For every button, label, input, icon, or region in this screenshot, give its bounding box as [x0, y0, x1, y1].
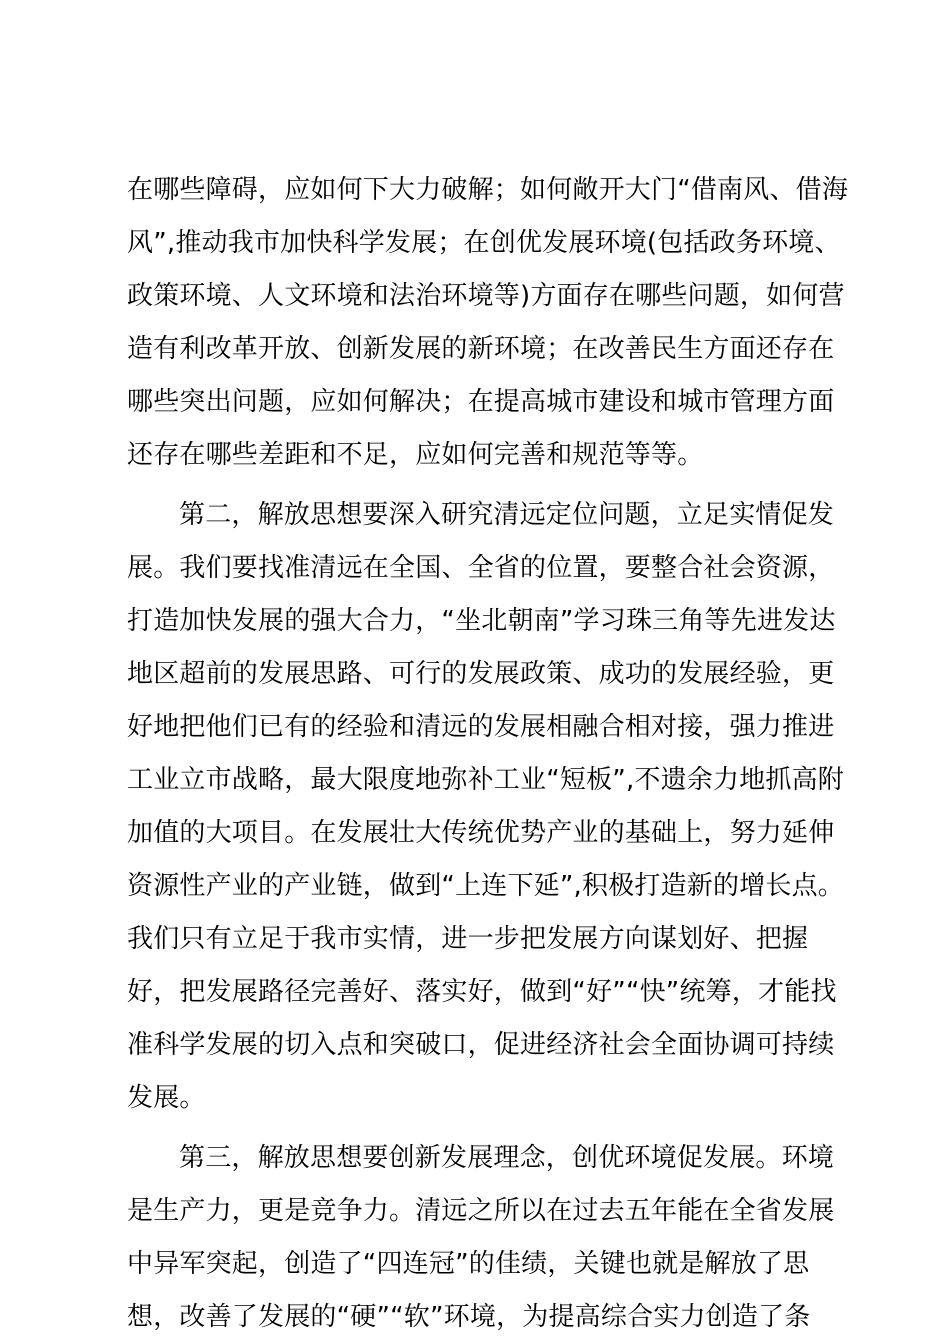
text-line: 加值的大项目。在发展壮大传统优势产业的基础上，努力延伸 — [127, 818, 835, 848]
text-line: 展。我们要找准清远在全国、全省的位置，要整合社会资源， — [127, 553, 835, 583]
text-line: 中异军突起，创造了“四连冠”的佳绩，关键也就是解放了思 — [127, 1249, 810, 1279]
paragraph-spacer — [127, 1125, 829, 1132]
paragraph-1 — [127, 164, 849, 482]
text-line: 我们只有立足于我市实情，进一步把发展方向谋划好、把握 — [127, 924, 809, 954]
text-line: 工业立市战略，最大限度地弥补工业“短板”,不遗余力地抓高附 — [127, 765, 845, 795]
text-line: 资源性产业的产业链，做到“上连下延”,积极打造新的增长点。 — [127, 871, 845, 901]
paragraph-2 — [127, 489, 845, 1125]
paragraph-3 — [127, 1132, 835, 1344]
document-body — [127, 164, 849, 1344]
text-line: 准科学发展的切入点和突破口，促进经济社会全面协调可持续 — [127, 1030, 835, 1060]
text-line: 打造加快发展的强大合力，“坐北朝南”学习珠三角等先进发达 — [127, 606, 836, 636]
text-line: 好地把他们已有的经验和清远的发展相融合相对接，强力推进 — [127, 712, 835, 742]
text-line: 好，把发展路径完善好、落实好，做到“好”“快”统筹，才能找 — [127, 977, 837, 1007]
text-line: 还存在哪些差距和不足，应如何完善和规范等等。 — [127, 440, 704, 470]
text-line: 发展。 — [127, 1083, 206, 1113]
text-line: 政策环境、人文环境和法治环境等)方面存在哪些问题，如何营 — [127, 281, 845, 311]
text-line: 是生产力，更是竞争力。清远之所以在过去五年能在全省发展 — [127, 1196, 835, 1226]
text-line: 造有利改革开放、创新发展的新环境；在改善民生方面还存在 — [127, 334, 835, 364]
text-line: 想，改善了发展的“硬”“软”环境，为提高综合实力创造了条 — [127, 1302, 811, 1332]
text-line: 风”,推动我市加快科学发展；在创优发展环境(包括政务环境、 — [127, 228, 841, 258]
text-line: 在哪些障碍，应如何下大力破解；如何敞开大门“借南风、借海 — [127, 175, 849, 205]
paragraph-spacer — [127, 482, 829, 489]
text-line: 哪些突出问题，应如何解决；在提高城市建设和城市管理方面 — [127, 387, 835, 417]
text-line-first: 第二，解放思想要深入研究清远定位问题，立足实情促发 — [179, 500, 835, 530]
text-line: 地区超前的发展思路、可行的发展政策、成功的发展经验，更 — [127, 659, 835, 689]
text-line-first: 第三，解放思想要创新发展理念，创优环境促发展。环境 — [179, 1143, 835, 1173]
